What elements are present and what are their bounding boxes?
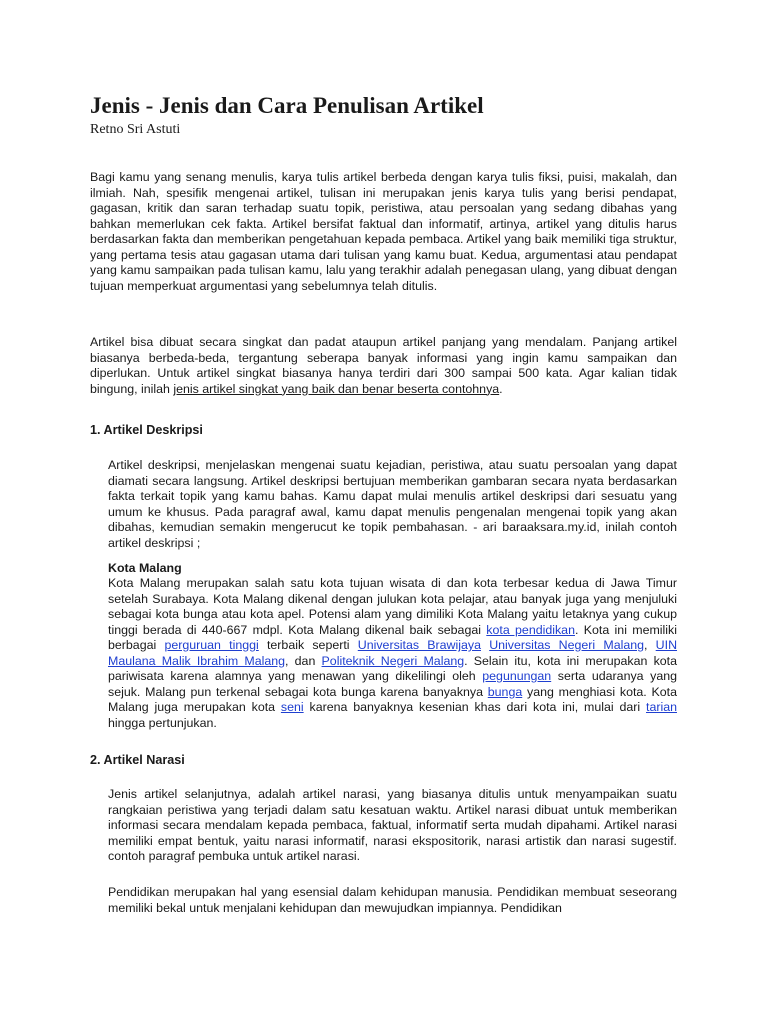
link-seni[interactable]: seni — [280, 700, 304, 714]
document-title: Jenis - Jenis dan Cara Penulisan Artikel — [90, 93, 484, 118]
article-types-link[interactable]: jenis artikel singkat yang baik dan benar beserta contohnya — [173, 381, 500, 396]
link-universitas-negeri-malang[interactable]: Universitas Negeri Malang — [489, 638, 645, 652]
link-tarian[interactable]: tarian — [646, 700, 677, 714]
intro-paragraph-2 — [90, 335, 677, 397]
example-text: karena banyaknya kesenian khas dari kota ini, mulai dari — [303, 700, 646, 714]
example-text: terbaik seperti — [258, 638, 358, 652]
example-text: hingga pertunjukan. — [108, 715, 217, 730]
example-title: Kota Malang — [108, 561, 182, 575]
section-heading-deskripsi: 1. Artikel Deskripsi — [90, 423, 203, 437]
link-perguruan-tinggi[interactable]: perguruan tinggi — [164, 638, 259, 652]
author-name: Retno Sri Astuti — [90, 122, 181, 137]
narasi-example-paragraph: Pendidikan merupakan hal yang esensial dalam kehidupan manusia. Pendidikan membuat seseorang memiliki bekal untuk menjalani kehidupan dan mewujudkan impiannya. Pendidikan — [108, 885, 677, 915]
deskripsi-paragraph: Artikel deskripsi, menjelaskan mengenai suatu kejadian, peristiwa, atau suatu persoalan yang dapat diamati secara langsung. Artikel deskripsi bertujuan memberikan gambaran secara nyata berdasarkan fakta terkait topik yang kamu bahas. Kamu dapat mulai menulis artikel deskripsi dari sesuatu yang umum ke khusus. Pada paragraf awal, kamu dapat menulis pengenalan mengenai topik yang akan dibahas, kemudian semakin mengerucut ke topik pembahasan. - ari baraaksara.my.id, inilah contoh artikel deskripsi ; — [108, 458, 677, 550]
link-pegunungan[interactable]: pegunungan — [482, 669, 552, 683]
link-bunga[interactable]: bunga — [487, 684, 523, 699]
link-universitas-brawijaya[interactable]: Universitas Brawijaya — [357, 638, 481, 652]
example-text: , dan — [285, 653, 322, 668]
example-text: . Kota ini memiliki berbagai — [108, 622, 677, 652]
intro-paragraph-1: Bagi kamu yang senang menulis, karya tulis artikel berbeda dengan karya tulis fiksi, puisi, makalah, dan ilmiah. Nah, spesifik mengenai artikel, tulisan ini merupakan jenis karya tulis yang berisi pendapat, gagasan, kritik dan saran terhadap suatu topik, peristiwa, atau persoalan yang sedang dibahas yang bahkan memerlukan cek fakta. Artikel bersifat faktual dan informatif, artinya, artikel yang ditulis harus berdasarkan fakta dan memberikan pengetahuan kepada pembaca. Artikel yang baik memiliki tiga struktur, yang pertama tesis atau gagasan utama dari tulisan yang kamu buat. Kedua, argumentasi atau pendapat yang kamu sampaikan pada tulisan kamu, lalu yang terakhir adalah penegasan ulang, yang dibuat dengan tujuan memperkuat argumentasi yang sebelumnya telah ditulis. — [90, 170, 677, 293]
example-paragraph-kota-malang — [108, 576, 677, 731]
example-text: , — [644, 638, 656, 652]
section-heading-narasi: 2. Artikel Narasi — [90, 753, 185, 767]
example-text: serta udaranya yang sejuk. Malang pun terkenal sebagai kota bunga karena banyaknya — [108, 669, 677, 699]
example-text: yang menghiasi kota. Kota Malang juga merupakan kota — [108, 684, 678, 714]
example-text: . Selain itu, kota ini merupakan kota pariwisata karena alamnya yang menawan yang dikelilingi oleh — [108, 653, 677, 683]
link-politeknik-negeri-malang[interactable]: Politeknik Negeri Malang — [321, 653, 465, 668]
link-kota-pendidikan[interactable]: kota pendidikan — [486, 622, 575, 637]
link-uin-maulana-malik-ibrahim[interactable]: UIN Maulana Malik Ibrahim Malang — [108, 638, 678, 668]
narasi-paragraph: Jenis artikel selanjutnya, adalah artikel narasi, yang biasanya ditulis untuk menyampaikan suatu rangkaian peristiwa yang terjadi dalam satu kesatuan waktu. Artikel narasi dibuat untuk memberikan informasi secara mendalam kepada pembaca, faktual, informatif serta mudah dipahami. Artikel narasi memiliki empat bentuk, yaitu narasi informatif, narasi ekspositorik, narasi artistik dan narasi sugestif. contoh paragraf pembuka untuk artikel narasi. — [108, 787, 677, 863]
example-text — [481, 638, 489, 652]
intro-paragraph-2-text: Artikel bisa dibuat secara singkat dan padat ataupun artikel panjang yang mendalam. Panjang artikel biasanya berbeda-beda, tergantung seberapa banyak informasi yang ingin kamu sampaikan dan diperlukan. Untuk artikel singkat biasanya hanya terdiri dari 300 sampai 500 kata. Agar kalian tidak bingung, inilah — [90, 335, 677, 396]
example-text: Kota Malang merupakan salah satu kota tujuan wisata di dan kota terbesar kedua di Jawa Timur setelah Surabaya. Kota Malang dikenal dengan julukan kota pelajar, atau banyak juga yang menjuluki sebagai kota bunga atau kota apel. Potensi alam yang dimiliki Kota Malang yaitu letaknya yang cukup tinggi berada di 440-667 mdpl. Kota Malang dikenal baik sebagai — [108, 576, 677, 637]
intro-paragraph-2-end: . — [499, 381, 503, 396]
